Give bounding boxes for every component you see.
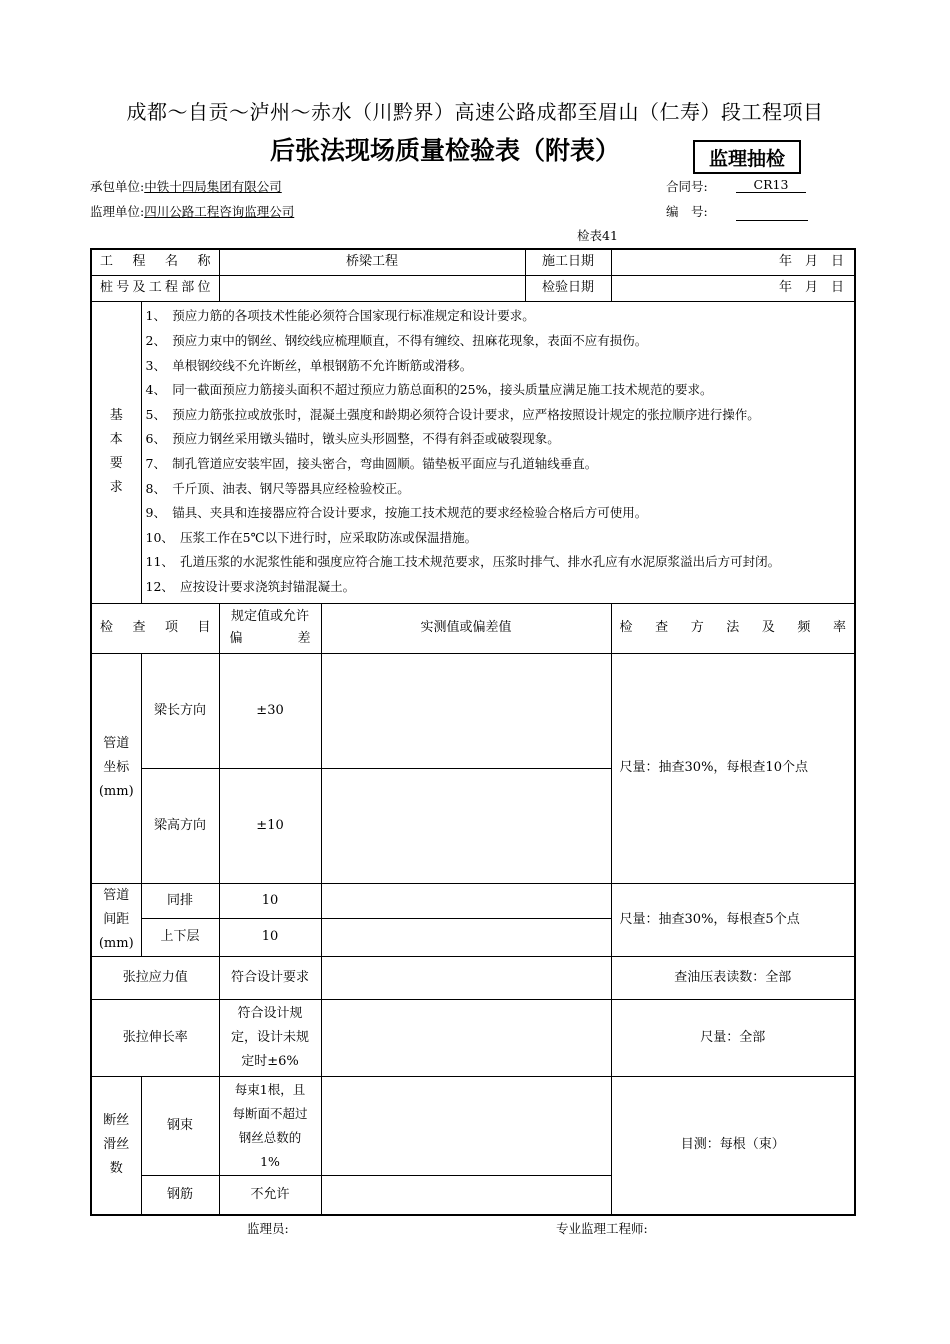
- requirement-item: 6、 预应力钢丝采用镦头锚时，镦头应头形圆整，不得有斜歪或破裂现象。: [145, 431, 560, 447]
- contractor-row: [90, 177, 282, 195]
- duct-coord-length-label: 梁长方向: [141, 653, 219, 768]
- contract-no-label: 合同号:: [666, 179, 708, 194]
- broken-wire-strand-label: 钢束: [141, 1076, 219, 1175]
- duct-coord-length-spec: ±30: [219, 653, 321, 768]
- requirement-item: 10、 压浆工作在5℃以下进行时，应采取防冻或保温措施。: [145, 529, 478, 545]
- duct-coord-height-label: 梁高方向: [141, 768, 219, 883]
- duct-coord-length-measured[interactable]: [321, 653, 611, 768]
- inspector-signature: 监理员:: [247, 1221, 289, 1236]
- inspection-stamp: 监理抽检: [693, 140, 801, 174]
- column-header-method: 检 查 方 法 及 频 率: [611, 603, 855, 653]
- contractor-value: 中铁十四局集团有限公司: [144, 179, 282, 194]
- duct-coord-height-spec: ±10: [219, 768, 321, 883]
- tension-stress-measured[interactable]: [321, 956, 611, 999]
- elongation-measured[interactable]: [321, 999, 611, 1076]
- project-name-value: 桥梁工程: [219, 249, 525, 275]
- broken-wire-method: 目测：每根（束）: [611, 1076, 855, 1215]
- project-title: 成都～自贡～泸州～赤水（川黔界）高速公路成都至眉山（仁寿）段工程项目: [126, 100, 824, 124]
- contractor-label: 承包单位:: [90, 179, 145, 194]
- requirements-label: 基 本 要 求: [91, 301, 141, 603]
- broken-wire-strand-measured[interactable]: [321, 1076, 611, 1175]
- location-value: [219, 275, 525, 301]
- tension-stress-spec: 符合设计要求: [219, 956, 321, 999]
- requirements-list: [141, 301, 855, 603]
- requirement-item: 9、 锚具、夹具和连接器应符合设计要求，按施工技术规范的要求经检验合格后方可使用。: [145, 505, 648, 521]
- requirement-item: 3、 单根钢绞线不允许断丝，单根钢筋不允许断筋或滑移。: [145, 357, 473, 373]
- tension-stress-label: 张拉应力值: [91, 956, 219, 999]
- duct-coord-label: 管道 坐标 (mm): [91, 653, 141, 883]
- serial-value: [736, 202, 808, 221]
- broken-wire-strand-spec: 每束1根，且 每断面不超过 钢丝总数的 1%: [219, 1076, 321, 1175]
- duct-spacing-row-spec: 10: [219, 883, 321, 918]
- elongation-method: 尺量：全部: [611, 999, 855, 1076]
- engineer-signature: 专业监理工程师:: [556, 1221, 648, 1236]
- column-header-item: 检 查 项 目: [91, 603, 219, 653]
- duct-spacing-layer-spec: 10: [219, 918, 321, 956]
- duct-spacing-row-measured[interactable]: [321, 883, 611, 918]
- supervisor-label: 监理单位:: [90, 204, 145, 219]
- column-header-measured: 实测值或偏差值: [321, 603, 611, 653]
- broken-wire-bar-label: 钢筋: [141, 1175, 219, 1215]
- serial-label: 编 号:: [666, 204, 708, 219]
- contract-no-value: CR13: [736, 177, 806, 193]
- broken-wire-bar-spec: 不允许: [219, 1175, 321, 1215]
- elongation-label: 张拉伸长率: [91, 999, 219, 1076]
- duct-spacing-row-label: 同排: [141, 883, 219, 918]
- column-header-spec: 规定值或允许 偏 差: [219, 603, 321, 653]
- duct-coord-height-measured[interactable]: [321, 768, 611, 883]
- form-number: 检表41: [577, 228, 618, 243]
- requirement-item: 12、 应按设计要求浇筑封锚混凝土。: [145, 578, 356, 594]
- requirement-item: 1、 预应力筋的各项技术性能必须符合国家现行标准规定和设计要求。: [145, 308, 535, 324]
- requirement-item: 8、 千斤顶、油表、钢尺等器具应经检验校正。: [145, 480, 410, 496]
- project-name-label: 工 程 名 称: [91, 249, 219, 275]
- duct-spacing-label: 管道 间距 (mm): [91, 883, 141, 956]
- inspection-date-label: 检验日期: [525, 275, 611, 301]
- duct-coord-method: 尺量：抽查30%，每根查10个点: [611, 653, 855, 883]
- supervisor-value: 四川公路工程咨询监理公司: [144, 204, 295, 219]
- requirement-item: 2、 预应力束中的钢丝、钢绞线应梳理顺直，不得有缠绞、扭麻花现象，表面不应有损伤。: [145, 333, 648, 349]
- construction-date-label: 施工日期: [525, 249, 611, 275]
- supervisor-row: [90, 202, 294, 220]
- duct-spacing-layer-measured[interactable]: [321, 918, 611, 956]
- form-title: 后张法现场质量检验表（附表）: [270, 136, 621, 165]
- requirement-item: 7、 制孔管道应安装牢固，接头密合，弯曲圆顺。锚垫板平面应与孔道轴线垂直。: [145, 456, 598, 471]
- inspection-table: [90, 248, 856, 1216]
- location-label: 桩号及工程部位: [91, 275, 219, 301]
- inspection-date-value: 年 月 日: [611, 275, 855, 301]
- broken-wire-label: 断丝 滑丝 数: [91, 1076, 141, 1215]
- broken-wire-bar-measured[interactable]: [321, 1175, 611, 1215]
- duct-spacing-layer-label: 上下层: [141, 918, 219, 956]
- tension-stress-method: 查油压表读数：全部: [611, 956, 855, 999]
- requirement-item: 4、 同一截面预应力筋接头面积不超过预应力筋总面积的25%，接头质量应满足施工技术规范的要求。: [145, 382, 713, 398]
- elongation-spec: 符合设计规 定，设计未规 定时±6%: [219, 999, 321, 1076]
- construction-date-value: 年 月 日: [611, 249, 855, 275]
- duct-spacing-method: 尺量：抽查30%，每根查5个点: [611, 883, 855, 956]
- requirement-item: 5、 预应力筋张拉或放张时，混凝土强度和龄期必须符合设计要求，应严格按照设计规定的张拉顺序进行操作。: [145, 406, 760, 422]
- requirement-item: 11、 孔道压浆的水泥浆性能和强度应符合施工技术规范要求，压浆时排气、排水孔应有水泥原浆溢出后方可封闭。: [145, 554, 781, 570]
